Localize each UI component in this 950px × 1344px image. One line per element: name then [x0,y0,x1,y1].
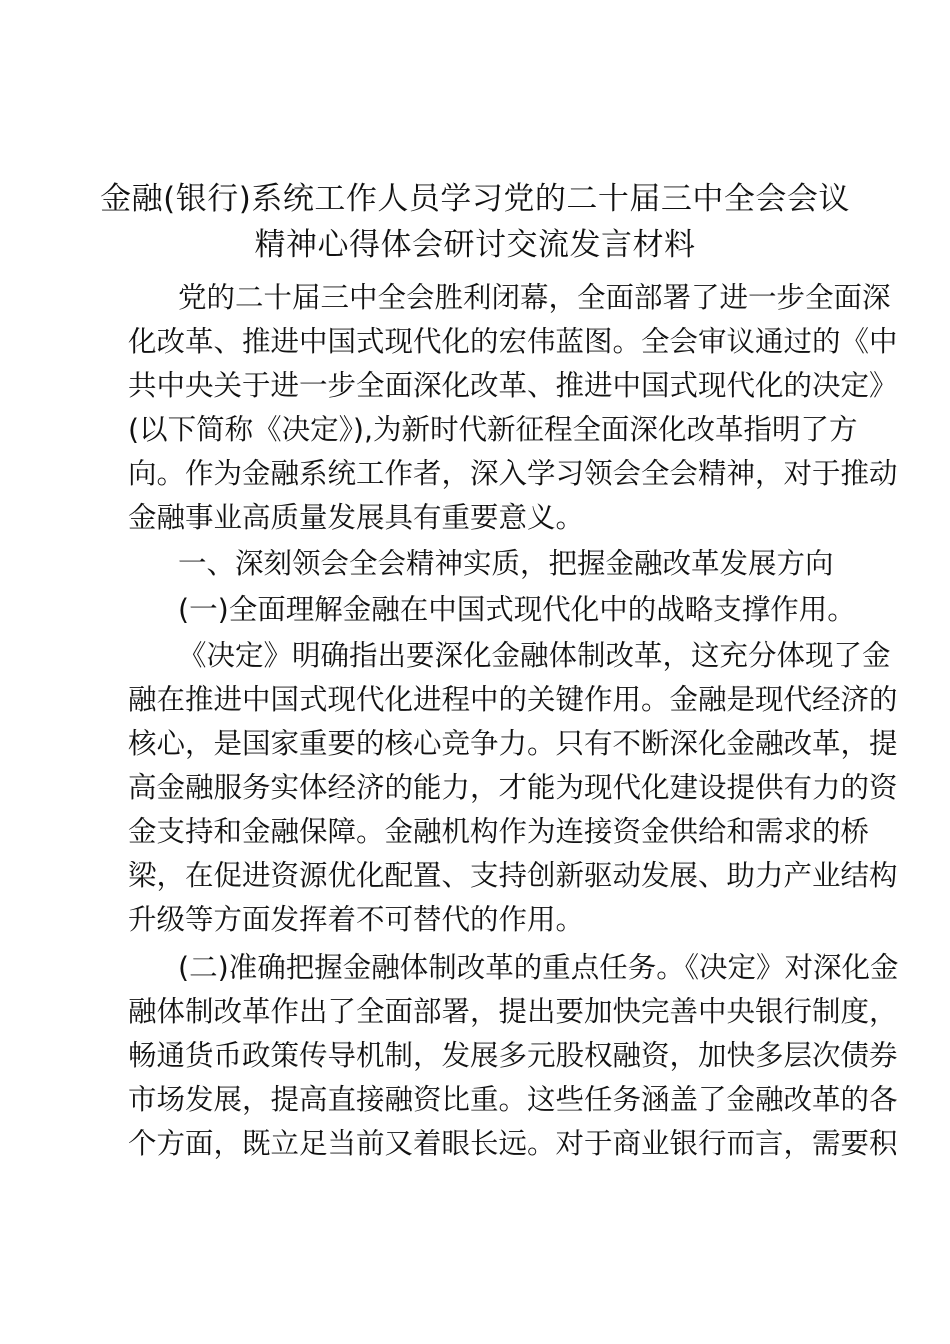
paragraph-line: 升级等方面发挥着不可替代的作用。 [128,903,585,936]
title-line-1: 金融(银行)系统工作人员学习党的二十届三中全会会议 [100,181,850,217]
paragraph-line: 高金融服务实体经济的能力，才能为现代化建设提供有力的资 [128,771,898,804]
document-title [100,176,850,268]
paragraph-line: 梁，在促进资源优化配置、支持创新驱动发展、助力产业结构 [128,859,898,892]
paragraph-line: 金支持和金融保障。金融机构作为连接资金供给和需求的桥 [128,815,870,848]
paragraph-line: 向。作为金融系统工作者，深入学习领会全会精神，对于推动 [128,457,898,490]
paragraph-line: 畅通货币政策传导机制，发展多元股权融资，加快多层次债券 [128,1039,898,1072]
paragraph-line: 金融事业高质量发展具有重要意义。 [128,501,585,534]
subsection-heading: (一)全面理解金融在中国式现代化中的战略支撑作用。 [178,593,856,626]
paragraph-line: 融在推进中国式现代化进程中的关键作用。金融是现代经济的 [128,683,898,716]
paragraph-line: (二)准确把握金融体制改革的重点任务。《决定》对深化金 [178,951,899,984]
title-line-2: 精神心得体会研讨交流发言材料 [254,227,696,263]
paragraph-line: 核心，是国家重要的核心竞争力。只有不断深化金融改革，提 [128,727,898,760]
section-heading: 一、深刻领会全会精神实质，把握金融改革发展方向 [178,547,834,580]
paragraph-line: 化改革、推进中国式现代化的宏伟蓝图。全会审议通过的《中 [128,325,898,358]
paragraph-line: 共中央关于进一步全面深化改革、推进中国式现代化的决定》 [128,369,898,402]
paragraph-line: (以下简称《决定》),为新时代新征程全面深化改革指明了方 [128,413,858,446]
paragraph-line: 个方面，既立足当前又着眼长远。对于商业银行而言，需要积 [128,1127,898,1160]
paragraph-line: 市场发展，提高直接融资比重。这些任务涵盖了金融改革的各 [128,1083,898,1116]
paragraph-line: 融体制改革作出了全面部署，提出要加快完善中央银行制度， [128,995,898,1028]
paragraph-line: 《决定》明确指出要深化金融体制改革，这充分体现了金 [178,639,891,672]
paragraph-line: 党的二十届三中全会胜利闭幕，全面部署了进一步全面深 [178,281,891,314]
